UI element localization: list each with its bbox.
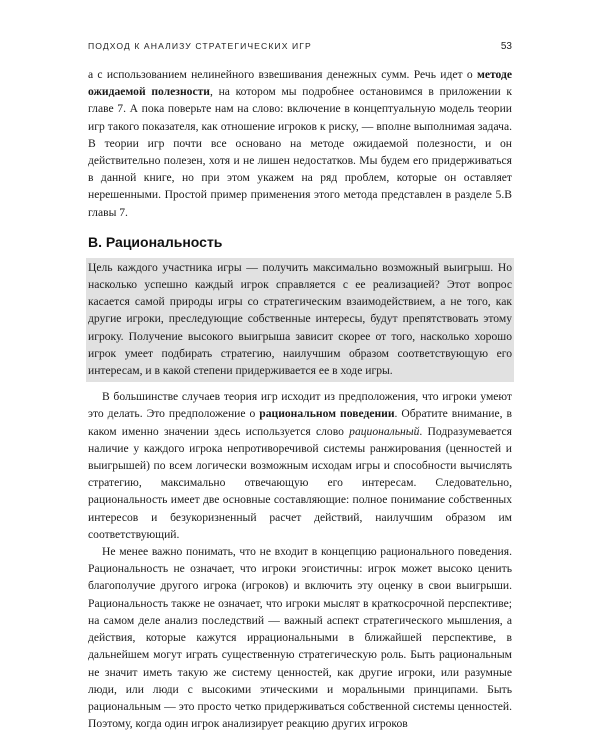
paragraph-not-rational: Не менее важно понимать, что не входит в концепцию рационального поведения. Рациональность не означает, что игроки эгоистичны: игрок может высоко ценить благополучие другого игрока (игроков) и включить эту оценку в свои выигрыши. Рациональность также не означает, что игроки мыслят в краткосрочной перспективе; на самом деле анализ последствий — важный аспект стратегического мышления, а действия, которые кажутся иррациональными в ближайшей перспективе, в дальнейшем могут играть существенную стратегическую роль. Быть рациональным не значит иметь такую же систему ценностей, как другие игроки, или разумные люди, или люди с высокими этическими и моральными принципами. Быть рациональным — это просто четко придерживаться собственной системы ценностей. Поэтому, когда один игрок анализирует реакцию других игроков xyxy=(88,545,512,731)
term-rational-italic: рациональный xyxy=(349,424,420,438)
paragraph-top xyxy=(88,66,512,221)
body-text xyxy=(88,66,512,732)
term-expected-utility: методе ожидаемой полезности xyxy=(88,68,512,99)
paragraph-rationality xyxy=(88,388,512,543)
highlighted-paragraph-box xyxy=(86,258,514,382)
running-title: ПОДХОД К АНАЛИЗУ СТРАТЕГИЧЕСКИХ ИГР xyxy=(88,41,312,51)
page-number: 53 xyxy=(500,41,512,52)
running-header xyxy=(88,41,512,52)
section-heading: В. Рациональность xyxy=(88,233,223,250)
paragraph-rationality-text-2: . Обратите внимание, в каком именно значении здесь используется слово xyxy=(88,407,512,438)
paragraph-rationality-text-3: . Подразумевается наличие у каждого игрока непротиворечивой системы ранжирования (ценностей и выигрышей) по всем логически возможным исходам игры и способности вычислять стратегию, максимально отвечающую его интересам. Следовательно, рациональность имеет две основные составляющие: полное понимание собственных интересов и безукоризненный расчет действий, наилучшим образом им соответствующий. xyxy=(88,424,512,541)
paragraph-top-text-2: , на котором мы подробнее остановимся в приложении к главе 7. А пока поверьте нам на слово: включение в концептуальную модель теории игр такого показателя, как отношение игроков к риску, — вполне выполнимая задача. В теории игр почти все основано на методе ожидаемой полезности, и он действительно полезен, хотя и не лишен недостатков. Мы будем его придерживаться в данной книге, но при этом укажем на ряд проблем, которые он оставляет нерешенными. Простой пример применения этого метода представлен в разделе 5.В главы 7. xyxy=(88,85,512,219)
paragraph-top-text-1: а с использованием нелинейного взвешивания денежных сумм. Речь идет о xyxy=(88,68,477,81)
highlighted-paragraph: Цель каждого участника игры — получить максимально возможный выигрыш. Но насколько успешно каждый игрок справляется с ее реализацией? Этот вопрос касается самой природы игры со стратегическим взаимодействием, а не того, как другие игроки, преследующие собственные интересы, будут препятствовать этому игроку. Получение высокого выигрыша зависит скорее от того, насколько хорошо игрок умеет подбирать стратегию, наилучшим образом соответствующую его интересам, и в какой степени придерживается ее в ходе игры. xyxy=(88,260,512,378)
paragraph-rationality-text-1: В большинстве случаев теория игр исходит из предположения, что игроки умеют это делать. Это предположение о xyxy=(88,390,512,421)
term-rational-behavior: рациональном поведении xyxy=(259,407,395,421)
